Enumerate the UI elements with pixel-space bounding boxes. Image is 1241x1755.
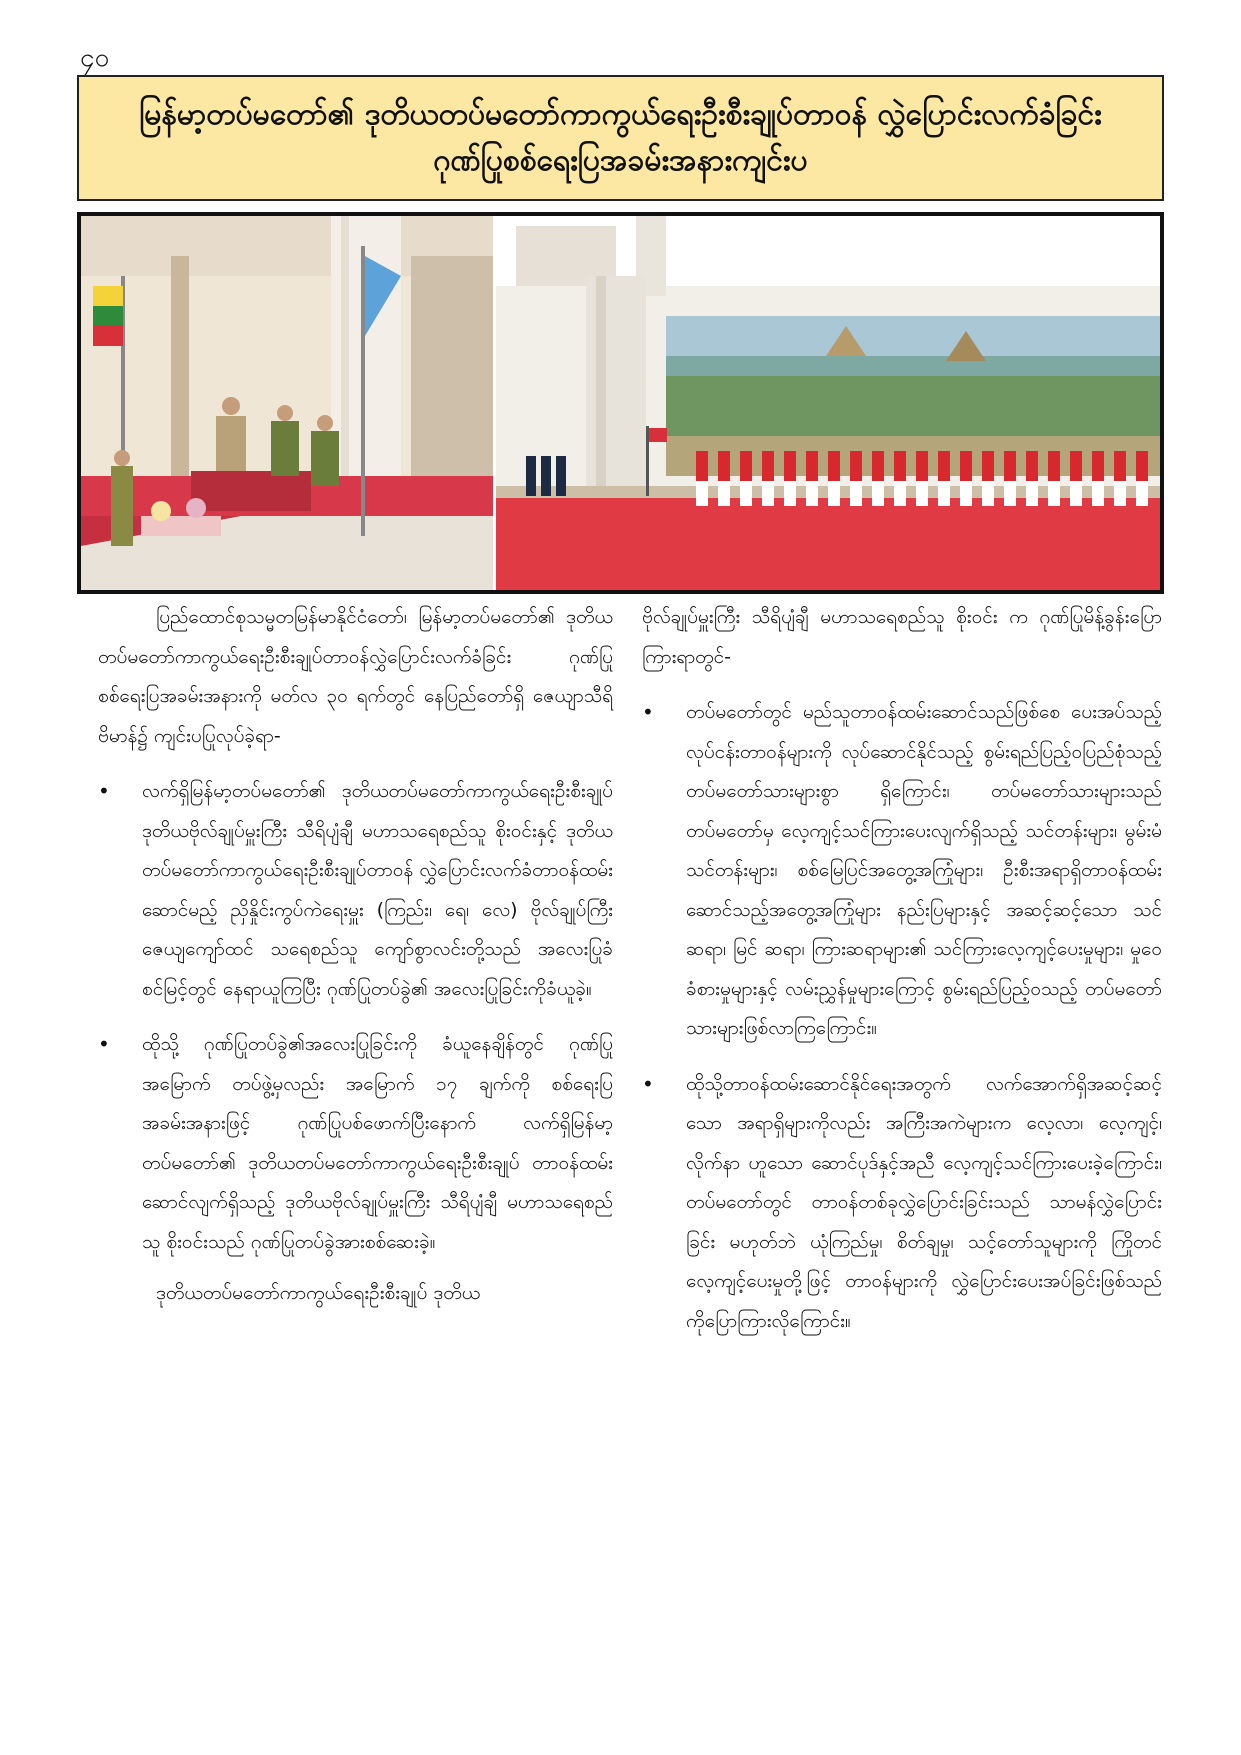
left-column [98, 598, 613, 1314]
title-line-2: ဂုဏ်ပြုစစ်ရေးပြအခမ်းအနားကျင်းပ [433, 143, 808, 178]
list-item-text: တပ်မတော်တွင် မည်သူတာဝန်ထမ်းဆောင်သည်ဖြစ်စေ ပေးအပ်သည့်လုပ်ငန်းတာဝန်များကို လုပ်ဆောင်နိုင်သည့် စွမ်းရည်ပြည့်ဝပြည်စုံသည့် တပ်မတော်သားများစွာ ရှိကြောင်း၊ တပ်မတော်သားများသည် တပ်မတော်မှ လေ့ကျင့်သင်ကြားပေးလျက်ရှိသည့် သင်တန်းများ၊ မွမ်းမံသင်တန်းများ၊ စစ်မြေပြင်အတွေ့အကြုံများ၊ ဦးစီးအရာရှိတာဝန်ထမ်းဆောင်သည့်အတွေ့အကြုံများ နည်းပြများနှင့် အဆင့်ဆင့်သော သင်ဆရာ၊ မြင် ဆရာ၊ ကြားဆရာများ၏ သင်ကြားလေ့ကျင့်ပေးမှုများ၊ မှုဝေခံစားမှုများနှင့် လမ်းညွှန်မှုများကြောင့် စွမ်းရည်ပြည့်ဝသည့် တပ်မတော်သားများဖြစ်လာကြကြောင်း။ [686, 701, 1162, 1039]
list-item [98, 772, 613, 1009]
list-item-text: ထိုသို့ ဂုဏ်ပြုတပ်ခွဲ၏အလေးပြုခြင်းကို ခံယူနေချိန်တွင် ဂုဏ်ပြုအမြောက် တပ်ဖွဲ့မှလည်း အမြောက် ၁၇ ချက်ကို စစ်ရေးပြအခမ်းအနားဖြင့် ဂုဏ်ပြုပစ်ဖောက်ပြီးနောက် လက်ရှိမြန်မာ့တပ်မတော်၏ ဒုတိယတပ်မတော်ကာကွယ်ရေးဦးစီးချုပ် တာဝန်ထမ်းဆောင်လျက်ရှိသည့် ဒုတိယဗိုလ်ချုပ်မှူးကြီး သီရိပျံချီ မဟာသရေစည်သူ စိုးဝင်းသည် ဂုဏ်ပြုတပ်ခွဲအားစစ်ဆေးခဲ့။ [142, 1033, 613, 1253]
bullet-icon: • [642, 1071, 654, 1096]
bullet-icon: • [642, 700, 654, 724]
left-intro-paragraph: ပြည်ထောင်စုသမ္မတမြန်မာနိုင်ငံတော်၊ မြန်မာ့တပ်မတော်၏ ဒုတိယတပ်မတော်ကာကွယ်ရေးဦးစီးချုပ်တာဝန်လွှဲပြောင်းလက်ခံခြင်း ဂုဏ်ပြုစစ်ရေးပြအခမ်းအနားကို မတ်လ ၃၀ ရက်တွင် နေပြည်တော်ရှိ ဇေယျာသီရိဗိမာန်၌ ကျင်းပပြုလုပ်ခဲ့ရာ- [98, 606, 613, 747]
list-item-text: ထိုသို့တာဝန်ထမ်းဆောင်နိုင်ရေးအတွက် လက်အောက်ရှိအဆင့်ဆင့်သော အရာရှိများကိုလည်း အကြီးအကဲများက လေ့လာ၊ လေ့ကျင့်၊ လိုက်နာ ဟူသော ဆောင်ပုဒ်နှင့်အညီ လေ့ကျင့်သင်ကြားပေးခဲ့ကြောင်း၊ တပ်မတော်တွင် တာဝန်တစ်ခုလွှဲပြောင်းခြင်းသည် သာမန်လွှဲပြောင်းခြင်း မဟုတ်ဘဲ ယုံကြည်မှု၊ စိတ်ချမှု၊ သင့်တော်သူများကို ကြိုတင်လေ့ကျင့်ပေးမှုတို့ဖြင့် တာဝန်များကို လွှဲပြောင်းပေးအပ်ခြင်းဖြစ်သည်ကိုပြောကြားလိုကြောင်း။ [686, 1072, 1162, 1332]
left-closing-paragraph: ဒုတိယတပ်မတော်ကာကွယ်ရေးဦးစီးချုပ် ဒုတိယ [156, 1282, 481, 1304]
photo-frame [77, 212, 1164, 594]
list-item-text: လက်ရှိမြန်မာ့တပ်မတော်၏ ဒုတိယတပ်မတော်ကာကွယ်ရေးဦးစီးချုပ် ဒုတိယဗိုလ်ချုပ်မှူးကြီး သီရိပျံချီ မဟာသရေစည်သူ စိုးဝင်းနှင့် ဒုတိယတပ်မတော်ကာကွယ်ရေးဦးစီးချုပ်တာဝန် လွှဲပြောင်းလက်ခံတာဝန်ထမ်းဆောင်မည့် ညှိနှိုင်းကွပ်ကဲရေးမှူး (ကြည်း၊ ရေ၊ လေ) ဗိုလ်ချုပ်ကြီး ဇေယျကျော်ထင် သရေစည်သူ ကျော်စွာလင်းတို့သည် အလေးပြုခံစင်မြင့်တွင် နေရာယူကြပြီး ဂုဏ်ပြုတပ်ခွဲ၏ အလေးပြုခြင်းကိုခံယူခဲ့။ [142, 780, 613, 1000]
title-line-1: မြန်မာ့တပ်မတော်၏ ဒုတိယတပ်မတော်ကာကွယ်ရေးဦးစီးချုပ်တာဝန် လွှဲပြောင်းလက်ခံခြင်း [139, 97, 1102, 132]
page-number: ၄၀ [80, 43, 110, 73]
left-bullet-list [98, 772, 613, 1262]
title-box [77, 75, 1164, 201]
list-item [642, 693, 1162, 1049]
bullet-icon: • [98, 1032, 110, 1056]
list-item [98, 1025, 613, 1262]
photo-honour-guard [496, 216, 1160, 590]
right-column [642, 598, 1162, 1341]
right-intro-paragraph: ဗိုလ်ချုပ်မှူးကြီး သီရိပျံချီ မဟာသရေစည်သူ စိုးဝင်း က ဂုဏ်ပြုမိန့်ခွန်းပြောကြားရာတွင်- [642, 606, 1162, 668]
photo-ceremony-stage [81, 216, 496, 590]
right-bullet-list [642, 693, 1162, 1341]
list-item [642, 1065, 1162, 1342]
bullet-icon: • [98, 779, 110, 803]
